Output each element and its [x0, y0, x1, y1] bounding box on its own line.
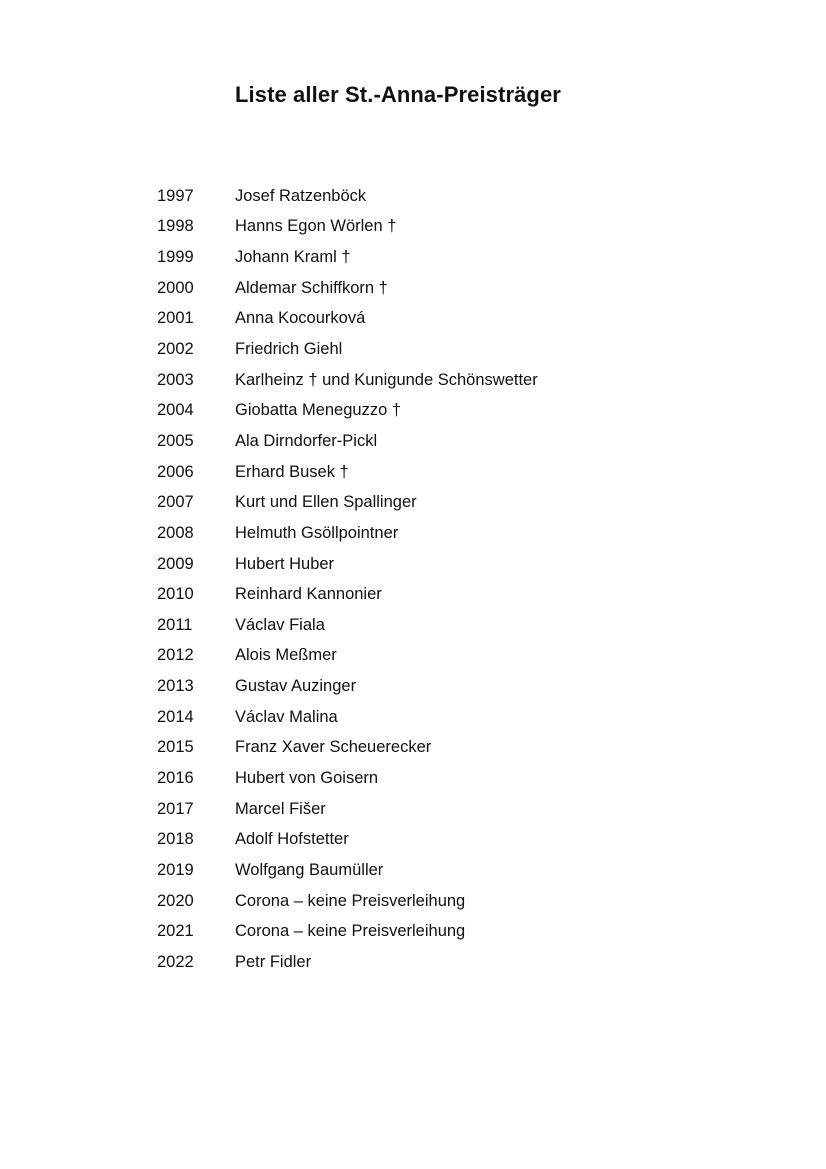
list-item: [157, 181, 717, 212]
award-year: 2003: [157, 370, 194, 389]
award-year: 2007: [157, 493, 194, 512]
list-item: [157, 733, 717, 764]
award-year: 2015: [157, 738, 194, 757]
page-title: Liste aller St.-Anna-Preisträger: [235, 82, 561, 107]
list-item: [157, 794, 717, 825]
award-recipient: Gustav Auzinger: [235, 677, 357, 696]
award-year: 2005: [157, 431, 194, 450]
award-year: 2021: [157, 922, 194, 941]
list-item: [157, 855, 717, 886]
award-recipient: Corona – keine Preisverleihung: [235, 891, 466, 910]
list-item: [157, 763, 717, 794]
award-recipient: Helmuth Gsöllpointner: [235, 523, 399, 542]
list-item: [157, 365, 717, 396]
award-year: 2002: [157, 340, 194, 359]
award-year: 2022: [157, 952, 194, 971]
award-year: 2020: [157, 891, 194, 910]
award-winners-list: [157, 181, 717, 978]
award-recipient: Karlheinz † und Kunigunde Schönswetter: [235, 370, 538, 389]
award-year: 2009: [157, 554, 194, 573]
award-recipient: Václav Fiala: [235, 615, 325, 634]
list-item: [157, 671, 717, 702]
award-year: 2008: [157, 523, 194, 542]
award-year: 2016: [157, 768, 194, 787]
list-item: [157, 947, 717, 978]
award-recipient: Anna Kocourková: [235, 309, 366, 328]
list-item: [157, 334, 717, 365]
award-recipient: Franz Xaver Scheuerecker: [235, 738, 432, 757]
list-item: [157, 304, 717, 335]
award-year: 2012: [157, 646, 194, 665]
list-item: [157, 641, 717, 672]
award-recipient: Václav Malina: [235, 707, 338, 726]
award-year: 2018: [157, 830, 194, 849]
award-recipient: Kurt und Ellen Spallinger: [235, 493, 417, 512]
award-year: 2013: [157, 677, 194, 696]
list-item: [157, 886, 717, 917]
award-recipient: Friedrich Giehl: [235, 340, 343, 359]
award-year: 1998: [157, 217, 194, 236]
award-recipient: Hubert von Goisern: [235, 768, 379, 787]
award-recipient: Petr Fidler: [235, 952, 312, 971]
list-item: [157, 242, 717, 273]
award-recipient: Adolf Hofstetter: [235, 830, 349, 849]
award-year: 2011: [157, 615, 193, 634]
award-recipient: Reinhard Kannonier: [235, 585, 382, 604]
award-year: 1997: [157, 186, 194, 205]
list-item: [157, 426, 717, 457]
list-item: [157, 518, 717, 549]
award-recipient: Marcel Fišer: [235, 799, 326, 818]
list-item: [157, 610, 717, 641]
award-year: 2014: [157, 707, 194, 726]
award-recipient: Josef Ratzenböck: [235, 186, 367, 205]
award-year: 2010: [157, 585, 194, 604]
award-recipient: Hanns Egon Wörlen †: [235, 217, 397, 236]
award-recipient: Johann Kraml †: [235, 248, 351, 267]
list-item: [157, 395, 717, 426]
list-item: [157, 702, 717, 733]
list-item: [157, 212, 717, 243]
award-year: 1999: [157, 248, 194, 267]
list-item: [157, 457, 717, 488]
award-recipient: Aldemar Schiffkorn †: [235, 278, 388, 297]
list-item: [157, 579, 717, 610]
award-recipient: Corona – keine Preisverleihung: [235, 922, 466, 941]
list-item: [157, 273, 717, 304]
award-recipient: Ala Dirndorfer-Pickl: [235, 431, 378, 450]
award-recipient: Alois Meßmer: [235, 646, 337, 665]
list-item: [157, 549, 717, 580]
award-year: 2004: [157, 401, 194, 420]
award-recipient: Wolfgang Baumüller: [235, 860, 384, 879]
award-recipient: Giobatta Meneguzzo †: [235, 401, 402, 420]
award-year: 2000: [157, 278, 194, 297]
award-year: 2019: [157, 860, 194, 879]
award-year: 2001: [157, 309, 194, 328]
list-item: [157, 487, 717, 518]
award-year: 2017: [157, 799, 194, 818]
award-recipient: Hubert Huber: [235, 554, 335, 573]
list-item: [157, 824, 717, 855]
list-item: [157, 916, 717, 947]
award-year: 2006: [157, 462, 194, 481]
award-recipient: Erhard Busek †: [235, 462, 349, 481]
